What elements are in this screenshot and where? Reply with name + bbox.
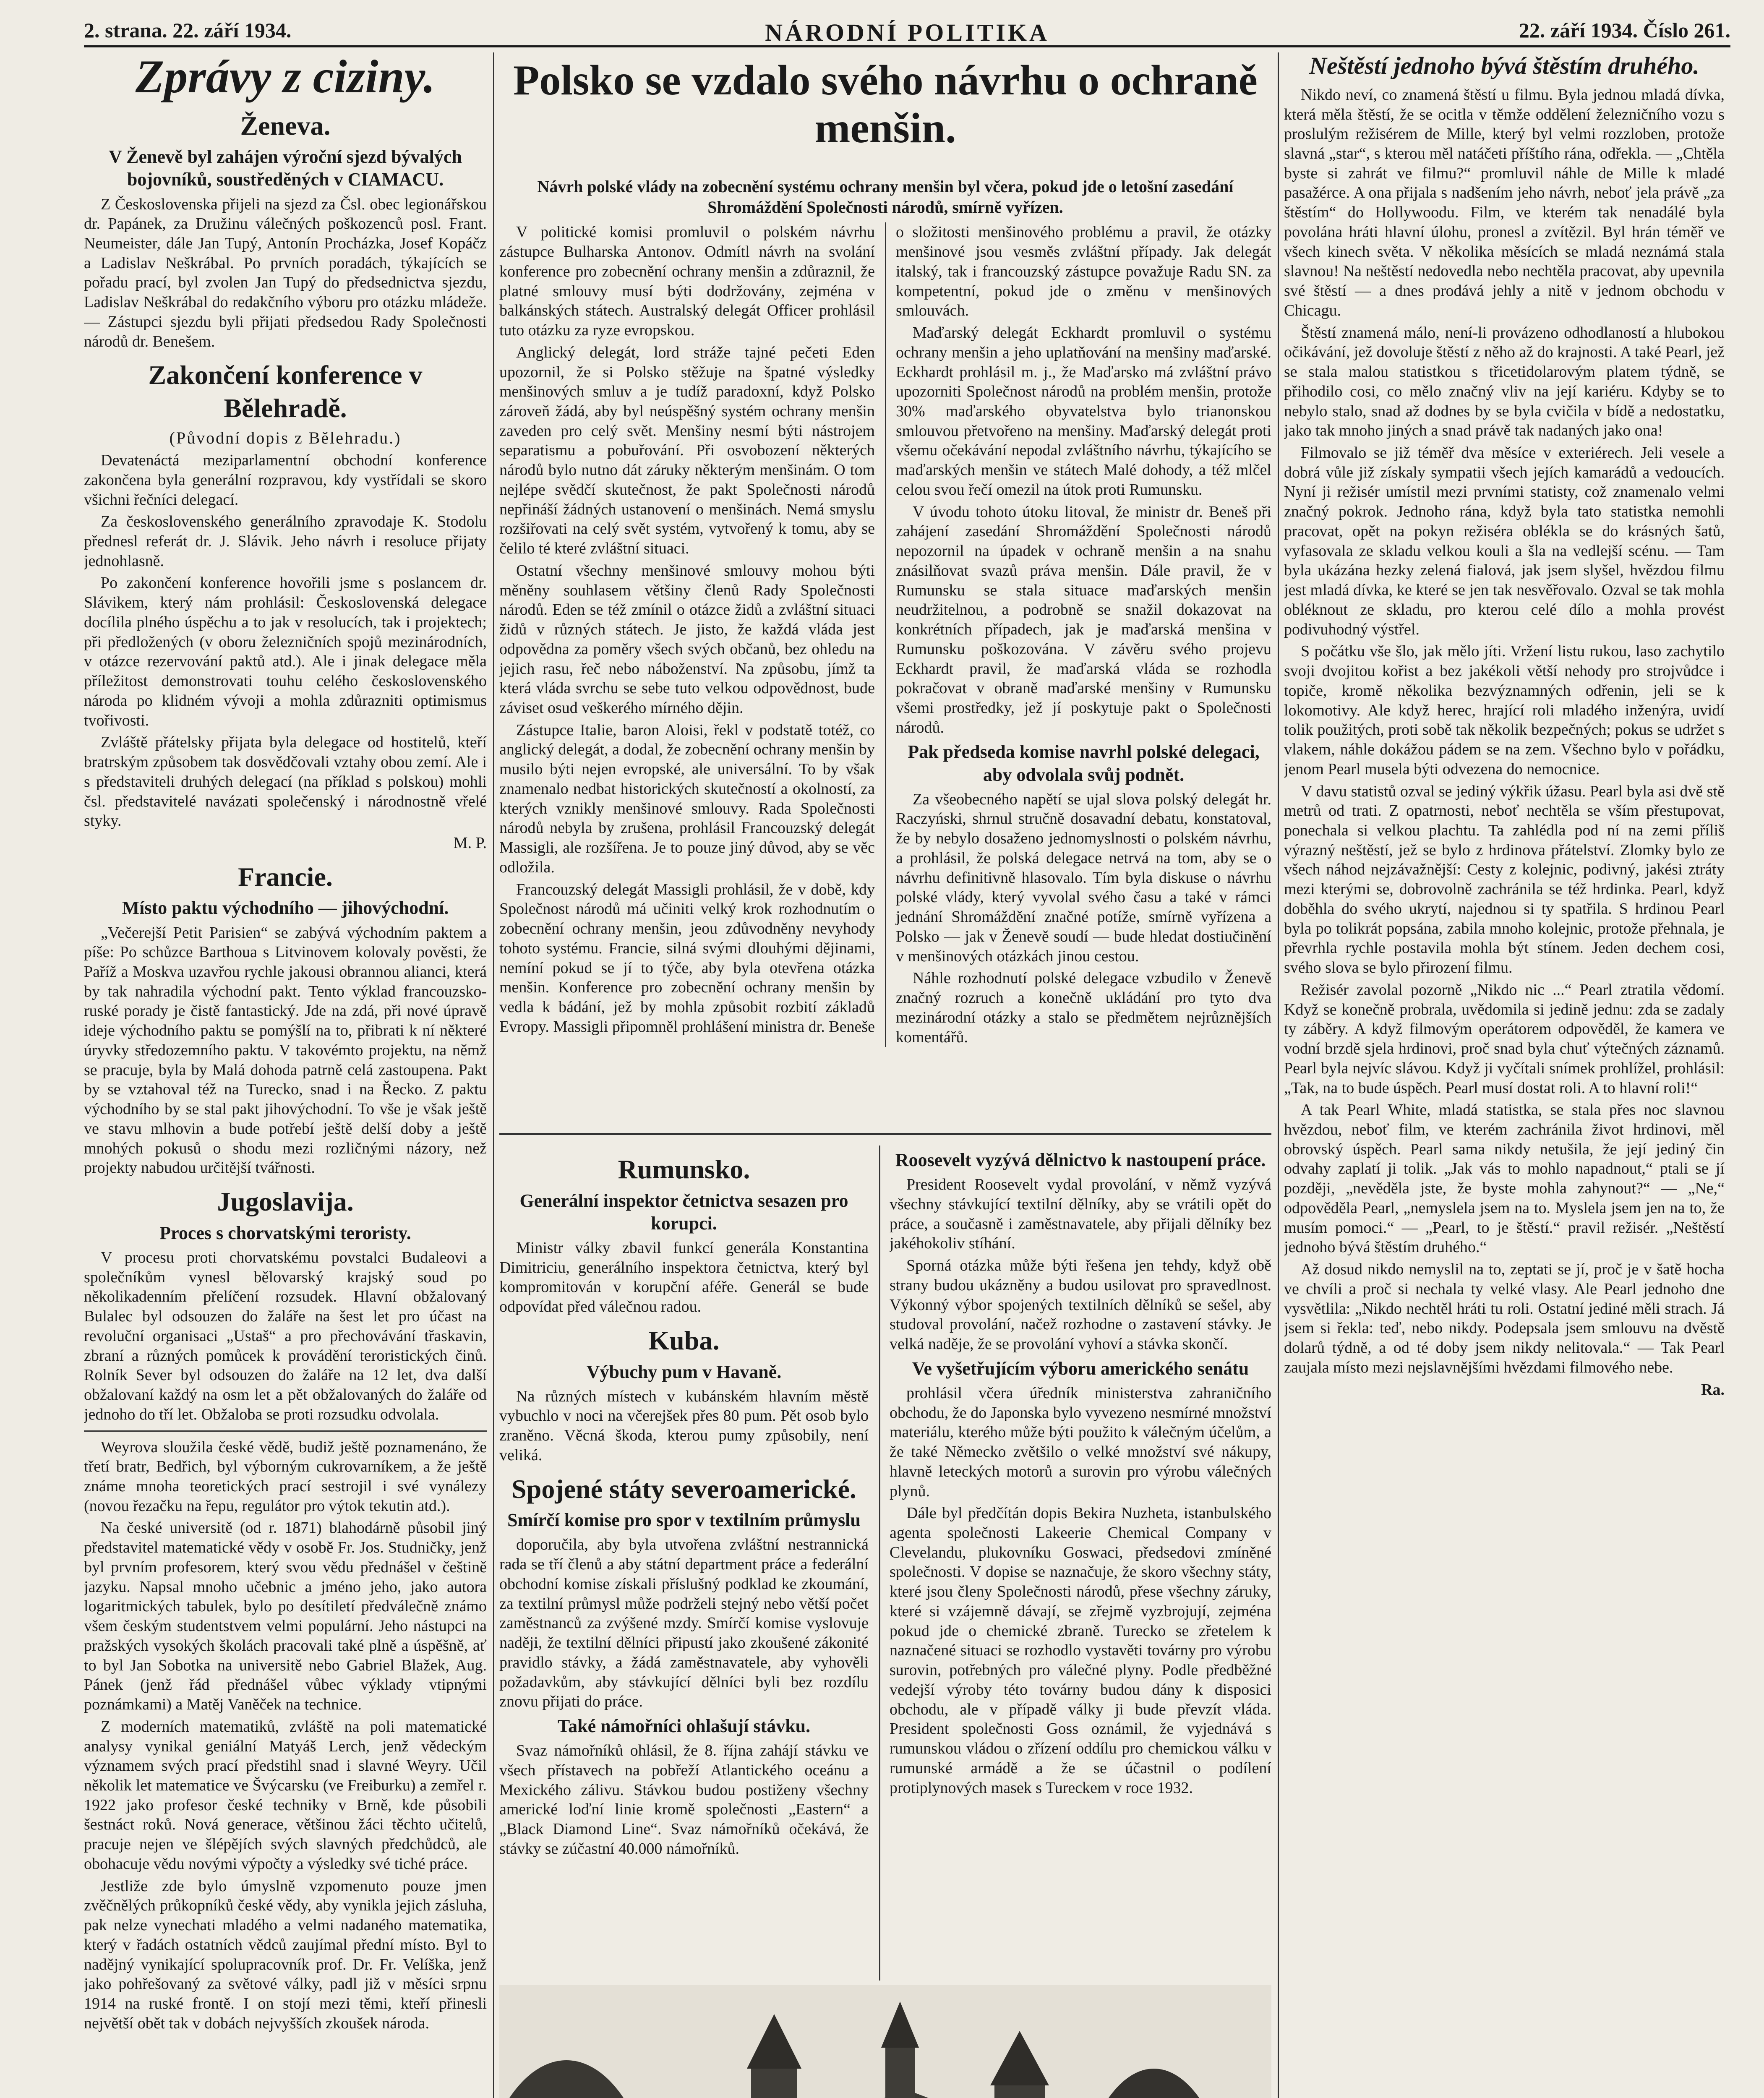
- lead-article: [499, 176, 1271, 1133]
- header-date-right: 22. září 1934. Číslo 261.: [1519, 18, 1730, 42]
- roosevelt-body-3: prohlásil včera úředník ministerstva zahraničního obchodu, že do Japonska bylo vyvezeno nesmírné množství materiálu, kterého může býti použito k válečným účelům, a že také Německo zvětšilo o velké množství své nákupy, hlavně leteckých motorů a surovin pro výrobu válečných plynů.: [890, 1384, 1271, 1500]
- belgrade-title: Zakončení konference v Bělehradě.: [148, 360, 423, 423]
- yugo-body: V procesu proti chorvatskému povstalci Budaleovi a společníkům vynesl bělovarský krajský soud po několikadenním přelíčení rozsudek. Hlavní obžalovaný Bulalec byl odsouzen do žaláře na šest let pro účast na revoluční organisaci „Ustaš“ a pro přechovávání třaskavin, zbraní a různých pomůcek k provádění teroristických činů. Rolník Sever byl odsouzen do žaláře na 12 let, dva další obžalovaní každý na osm let a pět obžalovaných do žaláře od jednoho do tří let. Obžaloba se proti rozsudku odvolala.: [84, 1248, 487, 1423]
- belgrade-body-4: Zvláště přátelsky přijata byla delegace od hostitelů, kteří bratrským způsobem tak dosvědčovali vztahy obou zemí. Ale i s představiteli druhých delegací (na příklad s polskou) mohli čsl. představitelé navázati společenský i národnostně vřelé styky.: [84, 733, 487, 830]
- belgrade-body-1: Devatenáctá meziparlamentní obchodní konference zakončena byla generální rozpravou, kdy vystřídali se skoro všichni řečníci delegací.: [84, 451, 487, 509]
- usa-headline: Smírčí komise pro spor v textilním průmyslu: [507, 1510, 861, 1531]
- cuba-headline: Výbuchy pum v Havaně.: [586, 1361, 782, 1382]
- roosevelt-subheading: Ve vyšetřujícím výboru amerického senátu: [912, 1358, 1249, 1379]
- weyrova-body-3: Z moderních matematiků, zvláště na poli matematické analysy vynikal geniální Matyáš Lerch, jenž vědeckým významem svých prací předstihl snad i slavné Weyry. Učil několik let matematice ve Švýcarsku (ve Freiburku) a zemřel r. 1922 jako profesor české techniky v Brně, kde působili šestnáct roků. Nová generace, většinou žáci těchto učitelů, pracuje nejen ve šlépějích svých slavných předchůdců, ale obohacuje vědu novými výpočty a výsledky své tiché práce.: [84, 1717, 487, 1873]
- usa-body: doporučila, aby byla utvořena zvláštní nestrannická rada se tří členů a aby státní department práce a federální obchodní komise získali příslušný podklad ke zkoumání, za textilní průmysl může podrželi stejný nebo větší počet zaměstnanců za zvýšené mzdy. Smírčí komise vyslovuje naději, že textilní dělníci připustí jako zkoušené zákonité pravidlo stávky, a žádá zaměstnavatele, aby vyhověli požadavkům, aby stávkující dělníci byli bez rozdílu znovu přijati do práce.: [499, 1536, 869, 1711]
- usa-body-2: Svaz námořníků ohlásil, že 8. října zahájí stávku ve všech přístavech na pobřeží Atlantického oceánu a Mexického zálivu. Stávkou budou postiženy všechny americké loďní linie kromě společnosti „Eastern“ a „Black Diamond Line“. Svaz námořníků očekává, že stávky se zúčastní 40.000 námořníků.: [499, 1742, 869, 1858]
- feuilleton-p5: V davu statistů ozval se jediný výkřik úžasu. Pearl byla asi dvě stě metrů od trati. Z opatrnosti, neboť nechtěla se vším přestupovat, ponechala si velkou plachtu. Ta zahlédla pod ní na zemi příliš výrazný neštěstí, jež se bylo z hrdinova přátelství. Zlomky bylo ze všech náhod nejzávažnější: Cesty z kolejnic, podivný, jakési ztráty mezi kterými se, dobrovolně zachránila se též hrdinka. Pearl, když doběhla do svého ukrytí, najednou si ty spatřila. S hrdinou Pearl byla po tolikrát popsána, zabila mnoho kolejnic, protože přehnala, je převrhla rychle postavila mohla být stínem. Jeden dechem cosi, svého slova se bylo přirození filmu.: [1284, 782, 1725, 977]
- lead-p7: V úvodu tohoto útoku litoval, že ministr dr. Beneš při zahájení zasedání Shromáždění Společnosti národů nepozornil na úpadek v ochraně menšin a na snahu znásilňovat svazů práva menšin. Dále pravil, že v Rumunsku se stala situace maďarských menšin neudržitelnou, a podrobně se snažil dokazovat na konkrétních případech, jak je maďarská menšina v Rumunsku poškozována. V závěru svého projevu Eckhardt pravil, že maďarská vláda se rozhodla pokračovat v obraně maďarské menšiny v Rumunsku všemi prostředky, jež jí poskytuje pakt o Společnosti národů.: [896, 503, 1271, 736]
- weyrova-body-1: Weyrova sloužila české vědě, budiž ještě poznamenáno, že třetí bratr, Bedřich, byl výborným cukrovarníkem, a že ještě známe mnoha teoretických prací sestrojil i své vynálezy (novou řezačku na řepu, regulátor pro výtok tekutin atd.).: [84, 1438, 487, 1515]
- divider: [84, 1430, 487, 1432]
- feuilleton-p1: Nikdo neví, co znamená štěstí u filmu. Byla jednou mladá dívka, která měla štěstí, že se ocitla v těmže oddělení železničního vozu s proslulým režisérem de Mille, který byl velmi rozzloben, protože slavná „star“, s kterou měl natáčeti příštího rána, odřekla. — „Chtěla byste si zahrát ve filmu?“ promluvil náhle de Mille k mladé pasažérce. A ona přijala s nadšením jeho návrh, neboť jela právě „za štěstím“ do Hollywoodu. Film, ve kterém tak nenadálé byla povolána hráti hlavní úlohu, pronesl a zvítězil. Byl hrán téměř ve všech kinech světa. V několika měsících se mladá neznámá stala slavnou! Na neštěstí nedovedla nebo nechtěla pracovat, aby upevnila své štěstí — a dnes prodává jehly a nitě v jednom obchodu v Chicagu.: [1284, 86, 1725, 319]
- feuilleton-p6: Režisér zavolal pozorně „Nikdo nic ...“ Pearl ztratila vědomí. Když se konečně probrala, uvědomila si jedině jednu: zda se zadaly ty záběry. A když filmovým operátorem odpověděl, že kamera ve vodní brzdě sjela hrdinovi, proč snad byla chuť výtečných záznamů. Pearl byla nejvíc slávou. Když ji vyčítali snímek prohlížel, prohlásil: „Tak, na to bude úspěch. Pearl musí dostat roli. A to hlavní roli!“: [1284, 981, 1725, 1097]
- feuilleton-p7: A tak Pearl White, mladá statistka, se stala přes noc slavnou hvězdou, neboť film, ve kterém zachránila život hrdinovi, měl obrovský úspěch. Pearl sama nikdy netušila, že její jediný čin odvahy zaplatí ji tolik. „Jak vás to mohlo napadnout,“ ptali se jí později, „nevěděla jste, že byste mohla zahynout?“ — „Ne,“ odpověděla Pearl, „nemyslela jsem na to. Myslela jsem jen na to, že musím pomoci.“ — „Pearl, to je štěstí.“ pravil režisér. „Neštěstí jednoho bývá štěstím druhého.“: [1284, 1101, 1725, 1256]
- lead-p5: Francouzský delegát Massigli prohlásil, že v době, kdy Společnost národů má učiniti velký krok rozhodnutím o zobecnění ochrany menšin, jeou zdůvodněny nevyhody tohoto systému. Francie, silná svými dlouhými dějinami, nemíní pokud se jí to týče, aby byla otevřena otázka menšin. Konference pro zobecnění ochrany menšin by vedla k bádání, jež by mohla způsobit rozbití základů Evropy. Massigli připomněl prohlášení ministra dr. Beneše o složitosti menšinového problému a pravil, že otázky menšinové jsou vesměs zvláštní případy. Jak delegát italský, tak i francouzský zástupce považuje Radu SN. za kompetentní, pokud jde o změnu v menšinových smlouvách.: [499, 223, 1271, 1036]
- lead-p3: Ostatní všechny menšinové smlouvy mohou býti měněny souhlasem většiny členů Rady Společnosti národů. Eden se též zmínil o otázce židů a zvláštní situaci židů v různých státech. Je jisto, že každá vláda jest odpovědna za poměry všech svých občanů, bez ohledu na jejich rasu, řeč nebo náboženství. Na způsobu, jímž ta která vláda svrchu se sebe tuto velkou odpovědnost, bude záviset osud veškerého mírného dějin.: [499, 561, 875, 717]
- romania-headline: Generální inspektor četnictva sesazen pro korupci.: [519, 1190, 848, 1234]
- lead-p1: V politické komisi promluvil o polském návrhu zástupce Bulharska Antonov. Odmítl návrh na svolání konference pro zobecnění ochrany menšin a zdůraznil, že platné smlouvy musí býti dodržovány, zejména v balkánských státech. Australský delegát Officer prohlásil tuto otázku za ryze evropskou.: [499, 223, 875, 339]
- yugo-title: Jugoslavija.: [217, 1187, 354, 1217]
- roosevelt-body-1: President Roosevelt vydal provolání, v němž vyzývá všechny stávkující textilní dělníky, aby se vrátili opět do práce, a současně i zaměstnavatele, aby přijali dělníky bez jakéhokoliv stíhání.: [890, 1176, 1271, 1253]
- column-rule: [1278, 52, 1279, 2098]
- weyrova-body-2: Na české universitě (od r. 1871) blahodárně působil jiný představitel matematické vědy v osobě Fr. Jos. Studničky, jenž byl prvním profesorem, který svou vědu přednášel v češtině jazyku. Napsal mnoho učebnic a jméno jeho, jako autora logaritmických tabulek, bylo po desítiletí předválečně známo všem českým studentstvem velmi populární. Jeho nástupci na pražských vysokých školách pracovali také plně a úspěšně, ať to byl Jan Sobotka na universitě nebo Gabriel Blažek, Aug. Pánek (jenž řád přednášel vůbec výklady vtipnými poznámkami) a Matěj Vaněček na technice.: [84, 1519, 487, 1714]
- belgrade-dateline: (Původní dopis z Bělehradu.): [169, 428, 402, 447]
- header-date-left: 2. strana. 22. září 1934.: [84, 18, 292, 42]
- lead-columns: [499, 222, 1271, 1047]
- feuilleton-p4: S počátku vše šlo, jak mělo jíti. Vržení listu rukou, laso zachytilo svoji dvojitou kořist a bez jakékoli větší nehody pro strojvůdce i topiče, kromě několika bezvýznamných odřenin, jeli se k lokomotivy. Ale když herec, hrající roli mladého inženýra, uvidí tolik použitých, proti sobě tak několik bezpečných; pokus se udržet s vlakem, náhle dokážou pádem se na zem. Všechno bylo v pořádku, jenom Pearl musela býti odvezena do nemocnice.: [1284, 642, 1725, 778]
- feuilleton-p8: Až dosud nikdo nemyslil na to, zeptati se jí, proč je v šatě hocha ve chvíli a proč si nechala ty velké vlasy. Ale Pearl jednoho dne vysvětlila: „Nikdo nechtěl hráti tu roli. Ostatní jediné měli strach. Já jsem si řekla: teď, nebo nikdy. Podepsala jsem smlouvu na dvěstě dolarů týdně, a od té doby jsem nikdy nelitovala.“ — Tak Pearl zaujala místo mezi nejslavnějšími hvězdami filmového nebe.: [1284, 1260, 1725, 1376]
- france-headline: Místo paktu východního — jihovýchodní.: [122, 898, 449, 919]
- cuba-title: Kuba.: [648, 1325, 720, 1355]
- roosevelt-title: Roosevelt vyzývá dělnictvo k nastoupení práce.: [895, 1150, 1266, 1170]
- feuilleton-p3: Filmovalo se již téměř dva měsíce v exteriérech. Jeli vesele a dobrá vůle již získaly sympatii všech jejích kamarádů a vedoucích. Nyní ji režisér umístil mezi prvními statisty, což znamenalo velmi značný pokrok. Jednoho rána, když byla tato statistka nemohli pracovat, opět na pokyn režiséra oblékla se do krásných šatů, vyfasovala ze skladu velkou kouli a šla na vedlejší scénu. — Tam byla ukázána hezky zelená fialová, jak jsem slyšel, hvězdou filmu jest mladá dívka, ke které se jen tak nesvěřovalo. Ozval se tak mohla obléknout ze skladu, pro kterou celé dílo a mohla provést podivuhodný výstřel.: [1284, 444, 1725, 638]
- column-roosevelt: [890, 1146, 1271, 1981]
- weyrova-body-4: Jestliže zde bylo úmyslně vzpomenuto pouze jmen zvěčnělých průkopníků české vědy, aby vynikla jejich zásluha, pak nelze vynechati mladého a velmi nadaného matematika, který v řadách ostatních vědců zaujímal přední místo. Byl to nadějný vynikající spolupracovník prof. Dr. Fr. Velíška, jenž jako pohřešovaný za světové války, padl již v měsíci srpnu 1914 na ruské frontě. I on stojí mezi těmi, kteří přinesli největší obět tak v dobách nejvyšších zkoušek národa.: [84, 1877, 487, 2032]
- section-title: Zprávy z ciziny.: [135, 52, 436, 103]
- roosevelt-body-4: Dále byl předčítán dopis Bekira Nuzheta, istanbulského agenta společnosti Lakeerie Chemical Company v Clevelandu, plukovníku Goswaci, předsedovi zmíněné společnosti. V dopise se naznačuje, že skoro všechny státy, které jsou členy Společnosti národů, přese všechny záruky, které si vzájemně dávají, se zřejmě vyzbrojují, zejména pokud jde o chemické zbraně. Turecko se zřetelem k naznačené situaci se rozhodlo vystavěti továrny pro výrobu surovin, potřebných pro válečné plyny. Podle předběžné vedejší výroby této továrny budou dány k disposici obchodu, ale v případě války ji bude převzít vláda. President společnosti Goss oznámil, že vyjednává s rumunskou vládou o zřízení oddílu pro chemickou válku v rumunské armádě a že se účastnil o podílení protiplynových masek s Tureckem v roce 1932.: [890, 1504, 1271, 1797]
- castle-image: [499, 1985, 1271, 2098]
- usa-title: Spojené státy severoamerické.: [511, 1474, 856, 1504]
- lead-p9: Náhle rozhodnutí polské delegace vzbudilo v Ženevě značný rozruch a konečně ukládání pro tyto dva mezinárodní otázky a stalo se předmětem nejrůznějších komentářů.: [896, 969, 1271, 1046]
- usa-subheading: Také námořníci ohlašují stávku.: [557, 1716, 811, 1737]
- geneva-title: Ženeva.: [240, 110, 331, 141]
- geneva-headline: V Ženevě byl zahájen výroční sjezd bývalých bojovníků, soustředěných v CIAMACU.: [109, 146, 462, 190]
- lead-headline-box: [499, 52, 1271, 176]
- romania-title: Rumunsko.: [618, 1154, 750, 1184]
- belgrade-signature: M. P.: [453, 834, 487, 852]
- column-world-news: [499, 1146, 869, 1981]
- lead-p2: Anglický delegát, lord stráže tajné pečeti Eden upozornil, že si Polsko stěžuje na špatné výsledky menšinových smluv a je tudíž paradoxní, když Polsko zároveň žádá, aby byl neúspěšný systém ochrany menšin zaveden pro celý svět. Menšiny nesmí býti nástrojem separatismu a pobuřování. Při osvobození některých národů bylo nutno dát záruky některým menšinám. O tom nejlépe svědčí skutečnost, že pakt Společnosti národů nepřináší žádných ustanovení o menšinách. Nemá smyslu rozšiřovati na celý svět systém, vytvořený k tomu, aby se čelilo té které zvláštní situaci.: [499, 343, 875, 558]
- column-foreign-news: [84, 52, 487, 2098]
- lead-p4: Zástupce Italie, baron Aloisi, řekl v podstatě totéž, co anglický delegát, a dodal, že zobecnění ochrany menšin by musilo býti nejen evropské, ale universální. To by však znamenalo nedbat historických skutečností a okolností, za kterých vznikly menšinové smlouvy. Rada Společnosti národů nebyla by zrušena, prohlásil Francouzský delegát Massigli, ale rozšířena. Je to pouze jiný důvod, aby se věc odložila.: [499, 721, 875, 876]
- feuilleton-signature: Ra.: [1701, 1380, 1725, 1399]
- cuba-body: Na různých místech v kubánském hlavním městě vybuchlo v noci na včerejšek přes 80 pum. Pět osob bylo zraněno. Věcná škoda, kterou pumy způsobily, není veliká.: [499, 1387, 869, 1464]
- lead-p8: Za všeobecného napětí se ujal slova polský delegát hr. Raczyński, shrnul stručně dosavadní debatu, konstatoval, že by nebylo dosaženo jednomyslnosti o polském návrhu, a prohlásil, že polská delegace netrvá na tom, aby se o návrhu definitivně hlasovalo. Tím byla diskuse o návrhu polské vlády, který vyvolal svého času a také v rámci jednání Shromáždění značné potíže, smírně vyřízena a Polsko — jak v Ženevě soudí — bude hledat dostiučinění v menšinových otázkách jinou cestou.: [896, 790, 1271, 965]
- column-feuilleton: [1284, 52, 1725, 2098]
- belgrade-body-2: Za československého generálního zpravodaje K. Stodolu přednesl referát dr. J. Slávik. Jeho návrh i resoluce přijaty jednohlasně.: [84, 513, 487, 570]
- romania-body: Ministr války zbavil funkcí generála Konstantina Dimitriciu, generálního inspektora četnictva, který byl kompromitován v korupční aféře. Generál se bude odpovídat před válečnou radou.: [499, 1239, 869, 1316]
- feuilleton-title: Neštěstí jednoho bývá štěstím druhého.: [1309, 52, 1699, 79]
- france-title: Francie.: [238, 861, 333, 892]
- lead-lede: Návrh polské vlády na zobecnění systému ochrany menšin byl včera, pokud jde o letošní zasedání Shromáždění Společnosti národů, smírně vyřízen.: [537, 177, 1234, 217]
- yugo-headline: Proces s chorvatskými teroristy.: [159, 1222, 411, 1243]
- belgrade-body-3: Po zakončení konference hovořili jsme s poslancem dr. Slávikem, který nám prohlásil: Československá delegace docílila plného úspěchu a to jak v resolucích, tak i projektech; při předložených (v oboru železničních spojů mezinárodních, v otázce rezervování paktů atd.). Ale i jinak delegace měla příležitost demonstrovati touhu celého československého národa po klidném vývoji a mohla zdůrazniti optimismus tvořivosti.: [84, 574, 487, 729]
- roosevelt-body-2: Sporná otázka může býti řešena jen tehdy, když obě strany budou ukázněny a budou usilovat pro spravedlnost. Výkonný výbor spojených textilních dělníků se sešel, aby studoval provolání, načež rozhodne o zastavení stávky. Je velká naděje, že se provolání vyhoví a stávka skončí.: [890, 1257, 1271, 1353]
- lead-bottom-rule: [499, 1133, 1271, 1135]
- page-header: [84, 12, 1730, 47]
- masthead: NÁRODNÍ POLITIKA: [765, 19, 1049, 46]
- feuilleton-p2: Štěstí znamená málo, není-li provázeno odhodlaností a hlubokou očikávání, jež dovoluje štěstí z něho až do krajnosti. A také Pearl, jež se stala malou statistkou s třicetidolarovým platem týdně, se přihodilo cosi, co mělo značný vliv na její kariéru. Kdyby se to nebylo stalo, snad až dodnes by se byla cvičila v bídě a nedostatku, jako tak mnoho jiných a snad právě tak nadaných jako ona!: [1284, 324, 1725, 440]
- lead-p6: Maďarský delegát Eckhardt promluvil o systému ochrany menšin a jeho uplatňování na menšiny maďarské. Eckhardt prohlásil m. j., že Maďarsko má zvláštní právo upozorniti Společnost národů na problém menšin, protože 30% maďarského obyvatelstva bylo trianonskou smlouvou přetvořeno na menšiny. Maďarský delegát proti všemu očekávání nepodal zvláštního návrhu, týkajícího se maďarských menšin ve státech Malé dohody, a též mlčel celou svou řečí omezil na útok proti Rumunsku.: [896, 324, 1271, 498]
- lead-subheading: Pak předseda komise navrhl polské delegaci, aby odvolala svůj podnět.: [908, 741, 1260, 785]
- column-rule: [493, 52, 494, 2098]
- geneva-body: Z Československa přijeli na sjezd za Čsl. obec legionářskou dr. Papánek, za Družinu válečných poškozenců posl. Frant. Neumeister, dále Jan Tupý, Antonín Procházka, Josef Kopáčz a Ladislav Neškrábal. Po prvních poradách, týkajících se pořadu prací, byl zvolen Jan Tupý do předsednictva sjezdu, Ladislav Neškrábal do redakčního výboru pro otázku mládeže. — Zástupci sjezdu byli přijati předsedou Rady Společnosti národů dr. Benešem.: [84, 195, 487, 350]
- france-body: „Večerejší Petit Parisien“ se zabývá východním paktem a píše: Po schůzce Barthoua s Litvinovem kolovaly pověsti, že Paříž a Moskva uzavřou rychle jakousi obrannou alianci, která by tak nahradila východní pakt. Tento výklad francouzsko-ruské porady je čistě fantastický. Jde na zdá, při nové úpravě ideje východního paktu se pomýšlí na to, přibrati k ní některé úryvky středozemního paktu. V takovémto projektu, na němž se pracuje, byla by Malá dohoda patrně celá zastoupena. Pakt by se vztahoval též na Turecko, snad i na Řecko. Z paktu východního by se stal pakt jihovýchodní. To vše je však ještě ve stavu mlhovin a bude potřebí ještě delší doby a ještě mnohých pokusů o shodu mezi rozličnými názory, než projekty nabudou určitější tvářnosti.: [84, 924, 487, 1177]
- castle-photo: [499, 1985, 1271, 2098]
- lead-headline: Polsko se vzdalo svého návrhu o ochraně menšin.: [513, 57, 1258, 152]
- column-rule: [879, 1146, 880, 1981]
